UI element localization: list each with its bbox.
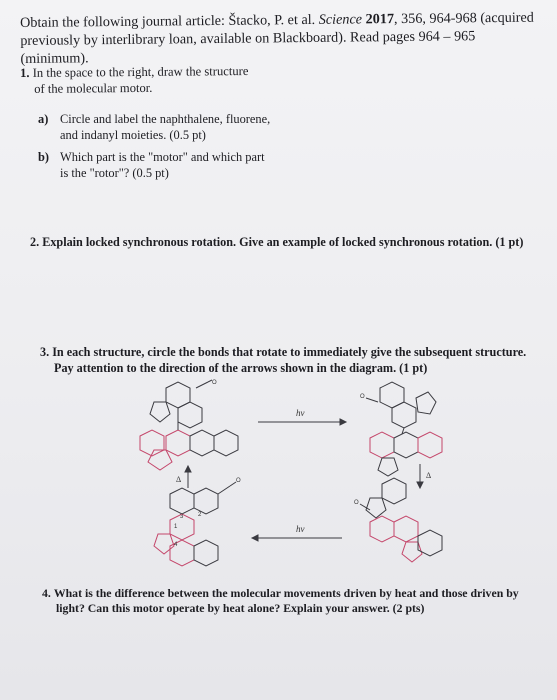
question-1b-text2: is the "rotor"? (0.5 pt) bbox=[60, 165, 169, 180]
question-1a-text2: and indanyl moieties. (0.5 pt) bbox=[60, 127, 206, 142]
question-1b-label: b) bbox=[38, 150, 50, 164]
question-1 bbox=[20, 63, 320, 97]
question-4-number: 4. bbox=[42, 586, 51, 600]
journal-year: 2017 bbox=[365, 11, 395, 28]
intro-text-part2: , 356, 964-968 (acquired previously by interlibrary loan, available on Blackboard). Read pages 964 – 965 (minimum). bbox=[20, 9, 534, 67]
question-1b-text1: Which part is the "motor" and which part bbox=[60, 150, 265, 164]
question-1-line2: of the molecular motor. bbox=[34, 80, 153, 96]
question-3 bbox=[40, 345, 550, 376]
intro-text-part1: Obtain the following journal article: Štacko, P. et al. bbox=[20, 11, 319, 31]
bottom-arrow-label: hν bbox=[296, 524, 305, 534]
structure-top-left bbox=[140, 380, 238, 470]
oxygen-label-bottom-left: O bbox=[236, 478, 241, 484]
left-arrow-label: Δ bbox=[176, 475, 182, 484]
atom-label-1: 1 bbox=[174, 524, 178, 530]
question-2-number: 2. bbox=[30, 235, 40, 249]
question-1b bbox=[38, 150, 328, 181]
question-4-text2: light? Can this motor operate by heat alone? Explain your answer. (2 pts) bbox=[56, 601, 425, 615]
atom-label-2: 2 bbox=[198, 512, 202, 518]
top-arrow-label: hν bbox=[296, 408, 305, 418]
molecular-motor-cycle-diagram bbox=[130, 378, 450, 568]
question-2 bbox=[30, 235, 550, 251]
assignment-intro bbox=[20, 9, 546, 68]
journal-name: Science bbox=[318, 11, 363, 28]
question-1-number: 1. bbox=[20, 65, 30, 80]
question-1a-label: a) bbox=[38, 112, 49, 126]
structure-top-right bbox=[366, 382, 442, 476]
question-1a-text1: Circle and label the naphthalene, fluorene, bbox=[60, 112, 271, 126]
question-3-text2: Pay attention to the direction of the arrows shown in the diagram. (1 pt) bbox=[54, 360, 428, 375]
oxygen-label-top-right: O bbox=[360, 394, 365, 400]
question-1-text1: In the space to the right, draw the structure bbox=[32, 64, 249, 80]
atom-label-3: 3 bbox=[180, 514, 184, 520]
structure-bottom-right bbox=[360, 478, 442, 562]
question-3-text1: In each structure, circle the bonds that rotate to immediately give the subsequent structure. bbox=[52, 345, 527, 359]
atom-label-4: 4 bbox=[174, 542, 178, 548]
structure-bottom-left bbox=[154, 482, 236, 566]
oxygen-label-top-left: O bbox=[212, 380, 217, 386]
question-4-text1: What is the difference between the molecular movements driven by heat and those driven by bbox=[53, 586, 519, 600]
right-arrow-label: Δ bbox=[426, 471, 432, 480]
question-2-text: Explain locked synchronous rotation. Give an example of locked synchronous rotation. (1 pt) bbox=[42, 235, 524, 249]
question-4 bbox=[42, 586, 552, 616]
oxygen-label-bottom-right: O bbox=[354, 500, 359, 506]
question-1a bbox=[38, 112, 328, 143]
question-3-number: 3. bbox=[40, 345, 50, 359]
